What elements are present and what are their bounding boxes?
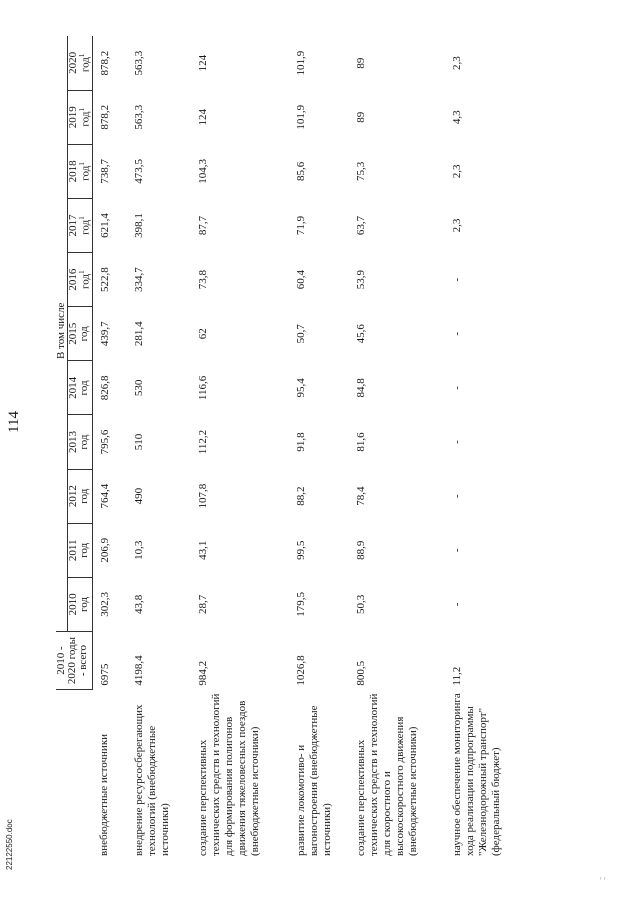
year-label: 2016 <box>67 268 79 291</box>
page-number: 114 <box>6 411 22 433</box>
year-label: 2013 <box>67 431 79 454</box>
year-value-cell: 88,2 <box>294 486 307 506</box>
table-row <box>92 36 127 858</box>
year-unit-word: год <box>79 57 92 73</box>
row-total: 800,5 <box>354 660 367 686</box>
budget-table <box>56 36 547 858</box>
year-value-cell: 62 <box>196 328 209 340</box>
year-value-cell: 75,3 <box>354 161 367 182</box>
year-value-cell: 510 <box>132 433 145 451</box>
year-value-cell: 621,4 <box>98 213 111 238</box>
year-value-cell: 878,2 <box>98 104 111 130</box>
year-value-cell: - <box>450 440 463 444</box>
year-value-cell: 2,3 <box>450 164 463 179</box>
row-label: развитие локомотиво- и вагоностроения (внебюджетные источники) <box>294 705 333 856</box>
year-unit <box>79 526 90 575</box>
year-value-cell: 43,8 <box>132 594 145 615</box>
year-column-header <box>68 469 93 523</box>
year-value-cell: 107,8 <box>196 483 209 509</box>
year-value-cell: 124 <box>196 54 209 72</box>
year-value-cell: 84,8 <box>354 378 367 398</box>
year-unit-word: год <box>79 165 92 181</box>
total-column-header: 2010 - 2020 годы - всего <box>56 631 92 689</box>
year-value-cell: 71,9 <box>294 215 307 236</box>
label-column-header <box>56 690 92 858</box>
year-column-header <box>68 523 93 577</box>
year-column-header <box>68 577 93 631</box>
year-value-cell: 4,3 <box>450 110 463 125</box>
row-label: создание перспективных технических средств и технологий для скоростного и высокоскоростного движения (внебюджетные источники) <box>354 693 419 856</box>
year-unit-word: год <box>78 434 90 450</box>
year-value-cell: 101,9 <box>294 50 307 76</box>
year-value-cell: 87,7 <box>196 215 209 236</box>
year-value-cell: 104,3 <box>196 159 209 184</box>
year-value-cell: 43,1 <box>196 540 209 560</box>
year-value-cell: 530 <box>132 379 145 397</box>
row-label: создание перспективных технических средств и технологий для формирования полигонов движения тяжеловесных поездов (внебюджетные источники) <box>196 693 261 856</box>
year-value-cell: 60,4 <box>294 270 307 290</box>
year-value-cell: 99,5 <box>294 540 307 560</box>
year-unit <box>79 472 90 521</box>
year-value-cell: 179,5 <box>294 592 307 617</box>
footnote-marker: 1 <box>78 162 86 166</box>
year-unit-word: год <box>78 380 90 396</box>
year-column-header <box>68 36 93 90</box>
row-total: 1026,8 <box>294 655 307 686</box>
year-unit-word: год <box>78 488 90 504</box>
year-value-cell: 281,4 <box>132 321 145 347</box>
year-value-cell: - <box>450 494 463 499</box>
year-value-cell: 473,5 <box>132 159 145 184</box>
year-value-cell: 738,7 <box>98 159 111 184</box>
year-value-cell: 28,7 <box>196 594 209 615</box>
year-value-cell: 2,3 <box>450 56 463 70</box>
year-unit-word: год <box>78 326 90 342</box>
row-total: 6975 <box>98 663 111 686</box>
year-column-header <box>68 253 93 307</box>
year-label: 2018 <box>67 160 79 183</box>
footnote-marker: 1 <box>78 53 86 58</box>
year-unit-word: год <box>78 596 90 612</box>
year-label: 2014 <box>67 376 79 399</box>
year-value-cell: - <box>450 331 463 336</box>
group-header <box>56 36 68 631</box>
year-unit <box>79 38 92 88</box>
year-column-header <box>68 307 93 361</box>
year-value-cell: - <box>450 548 463 553</box>
year-value-cell: 764,4 <box>98 483 111 509</box>
year-unit <box>79 309 90 358</box>
table-row <box>127 36 191 858</box>
year-value-cell: 878,2 <box>98 50 111 76</box>
year-label: 2012 <box>67 485 79 508</box>
year-value-cell: 795,6 <box>98 429 111 455</box>
year-value-cell: - <box>450 386 463 390</box>
year-value-cell: 439,7 <box>98 321 111 347</box>
year-value-cell: 91,8 <box>294 432 307 452</box>
year-unit <box>79 93 92 142</box>
year-unit <box>79 147 92 196</box>
year-value-cell: 563,3 <box>132 104 145 130</box>
group-header-text: В том числе <box>55 302 67 359</box>
year-value-cell: - <box>450 277 463 282</box>
footnote-marker: 1 <box>78 108 86 112</box>
year-value-cell: 206,9 <box>98 537 111 563</box>
year-label: 2017 <box>67 214 79 237</box>
year-unit <box>79 580 90 629</box>
document-code: 22122550.doc <box>5 819 14 870</box>
year-value-cell: 89 <box>354 111 367 123</box>
scan-mark: ' ' <box>600 876 606 886</box>
row-label: внедрение ресурсосберегающих технологий (внебюджетные источники) <box>132 704 171 856</box>
row-label: научное обеспечение мониторинга хода реализации подпрограммы "Железнодорожный транспорт" (федеральный бюджет) <box>450 693 502 856</box>
year-value-cell: 50,3 <box>354 594 367 615</box>
year-value-cell: 89 <box>354 57 367 69</box>
year-value-cell: 124 <box>196 109 209 126</box>
year-value-cell: 334,7 <box>132 267 145 293</box>
year-value-cell: 490 <box>132 487 145 505</box>
year-value-cell: 78,4 <box>354 486 367 506</box>
year-value-cell: 88,9 <box>354 540 367 560</box>
year-label: 2020 <box>67 51 79 74</box>
row-total: 4198,4 <box>132 655 145 686</box>
table-row <box>445 36 547 858</box>
year-unit-word: год <box>79 219 92 235</box>
year-label: 2011 <box>67 539 79 562</box>
footnote-marker: 1 <box>78 270 86 274</box>
year-unit-word: год <box>78 542 90 558</box>
table-row <box>289 36 349 858</box>
year-label: 2019 <box>67 106 79 129</box>
year-value-cell: 73,8 <box>196 270 209 290</box>
year-unit <box>79 255 92 304</box>
year-unit <box>79 363 90 412</box>
year-value-cell: 302,3 <box>98 592 111 617</box>
year-value-cell: 101,9 <box>294 104 307 130</box>
year-value-cell: 95,4 <box>294 378 307 398</box>
year-value-cell: 53,9 <box>354 270 367 290</box>
year-unit-word: год <box>79 273 92 289</box>
rotated-page-content <box>0 30 640 870</box>
year-label: 2015 <box>67 322 79 345</box>
year-unit <box>79 201 92 250</box>
year-value-cell: 10,3 <box>132 540 145 560</box>
year-value-cell: 45,6 <box>354 324 367 344</box>
year-value-cell: 563,3 <box>132 50 145 76</box>
row-total: 11,2 <box>450 666 463 686</box>
year-value-cell: 81,6 <box>354 432 367 452</box>
year-unit <box>79 417 90 466</box>
year-value-cell: 63,7 <box>354 215 367 236</box>
year-column-header <box>68 198 93 252</box>
table-body <box>92 36 547 858</box>
year-value-cell: 85,6 <box>294 161 307 182</box>
year-column-header <box>68 415 93 469</box>
year-value-cell: 2,3 <box>450 218 463 233</box>
year-value-cell: 826,8 <box>98 375 111 401</box>
table-row <box>191 36 289 858</box>
year-value-cell: 116,6 <box>196 375 209 401</box>
year-value-cell: 522,8 <box>98 267 111 293</box>
year-column-header <box>68 361 93 415</box>
year-column-header <box>68 144 93 198</box>
year-column-header <box>68 90 93 144</box>
year-value-cell: 398,1 <box>132 213 145 238</box>
row-label: внебюджетные источники <box>98 733 111 856</box>
table-row <box>349 36 445 858</box>
year-value-cell: - <box>450 602 463 607</box>
year-value-cell: 112,2 <box>196 429 209 455</box>
footnote-marker: 1 <box>78 216 86 220</box>
year-value-cell: 50,7 <box>294 324 307 344</box>
year-label: 2010 <box>67 593 79 616</box>
year-unit-word: год <box>79 111 92 127</box>
row-total: 984,2 <box>196 660 209 686</box>
